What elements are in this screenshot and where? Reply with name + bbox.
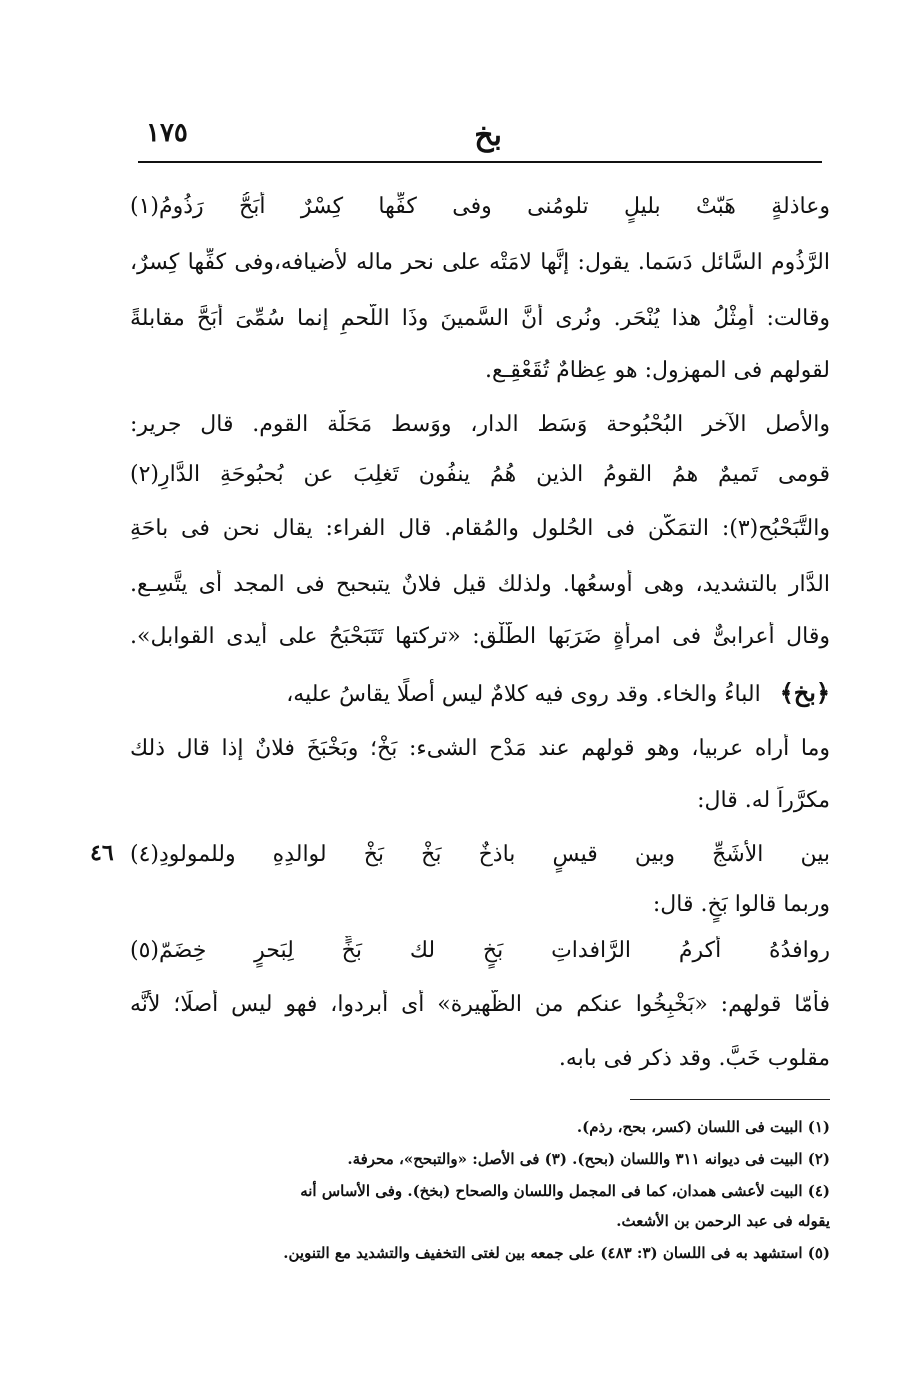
body-line: وما أراه عربيا، وهو قولهم عند مَدْح الشىء: بَخْ؛ وبَخْبَخَ فلانٌ إذا قال ذلك <box>130 736 830 761</box>
footnote-1: (١) البيت فى اللسان (كسر، بحح، رذم). <box>576 1118 830 1136</box>
body-line: والأصل الآخر البُحْبُوحة وَسَط الدار، ووَسط مَحَلَّة القوم. قال جرير: <box>130 412 830 437</box>
body-line: وقالت: أَمِثْلُ هذا يُنْحَر. ونُرى أنَّ السَّمينَ وذَا اللَّحمِ إنما سُمِّىَ أبَحَّ مقابلةً <box>130 306 830 331</box>
header-rule <box>138 161 822 163</box>
body-line: وربما قالوا بَخٍ. قال: <box>652 892 830 917</box>
page-number: ١٧٥ <box>146 118 188 148</box>
page-header <box>140 118 820 166</box>
verse-line-2: قومى تَميمٌ همُ القومُ الذين هُمُ ينفُون تَغلِبَ عن بُحبُوحَةِ الدَّارِ(٢) <box>130 462 830 487</box>
verse-line-4: روافدُهُ أكرمُ الرَّافداتِ بَخٍ لك بَخٍّ لِبَحرٍ خِضَمّ(٥) <box>130 938 830 963</box>
verse-line-3: بين الأشَجِّ وبين قيسٍ باذخٌ بَخْ بَخْ لوالدِهِ وللمولودِ(٤) <box>130 842 830 867</box>
entry-headword: ﴿بخ﴾ <box>779 678 830 707</box>
body-line: الرَّذُوم السَّائل دَسَما. يقول: إنَّها لامَتْه على نحر ماله لأضيافه،وفى كفِّها كِسرٌ، <box>130 250 830 275</box>
running-title: بخ <box>474 118 502 153</box>
body-line: لقولهم فى المهزول: هو عِظامٌ تُقَعْقِـع. <box>485 358 830 383</box>
entry-heading-text: الباءُ والخاء. وقد روى فيه كلامٌ ليس أصلًا يقاسُ عليه، <box>286 682 761 707</box>
entry-heading-line <box>130 678 830 718</box>
body-line: وقال أعرابىٌّ فى امرأةٍ ضَرَبَها الطَّلْق: «تركتها تَتَبَحْبَحُ على أيدى القوابل». <box>130 624 830 649</box>
verse-line-1: وعاذلةٍ هَبّتْ بليلٍ تلومُنى وفى كفِّها كِسْرٌ أَبَحُّ رَذُومُ(١) <box>130 194 830 219</box>
footnote-4: (٤) البيت لأعشى همدان، كما فى المجمل واللسان والصحاح (بخخ). وفى الأساس أنه <box>300 1182 830 1200</box>
footnote-rule <box>630 1099 830 1100</box>
footnote-5: (٥) استشهد به فى اللسان (٣: ٤٨٣) على جمعه بين لغتى التخفيف والتشديد مع التنوين. <box>283 1244 830 1262</box>
body-line: الدَّار بالتشديد، وهى أوسعُها. ولذلك قيل فلانٌ يتبحبح فى المجد أى يتَّسِـع. <box>130 572 830 597</box>
footnote-4-continued: يقوله فى عبد الرحمن بن الأشعث. <box>616 1212 830 1230</box>
margin-number: ٤٦ <box>90 840 114 866</box>
body-line: مكرَّراً له. قال: <box>697 788 830 813</box>
body-line: فأمّا قولهم: «بَخْبِخُوا عنكم من الظَّهيرة» أى أبردوا، فهو ليس أصلًا؛ لأنَّه <box>130 992 830 1017</box>
body-line: مقلوب خَبَّ. وقد ذكر فى بابه. <box>558 1046 830 1071</box>
body-line: والتَّبَحْبُح(٣): التمَكُّن فى الحُلول والمُقام. قال الفراء: يقال نحن فى باحَةِ <box>130 516 830 541</box>
footnote-2: (٢) البيت فى ديوانه ٣١١ واللسان (بحح). (٣) فى الأصل: «والتبحح»، محرفة. <box>347 1150 830 1168</box>
